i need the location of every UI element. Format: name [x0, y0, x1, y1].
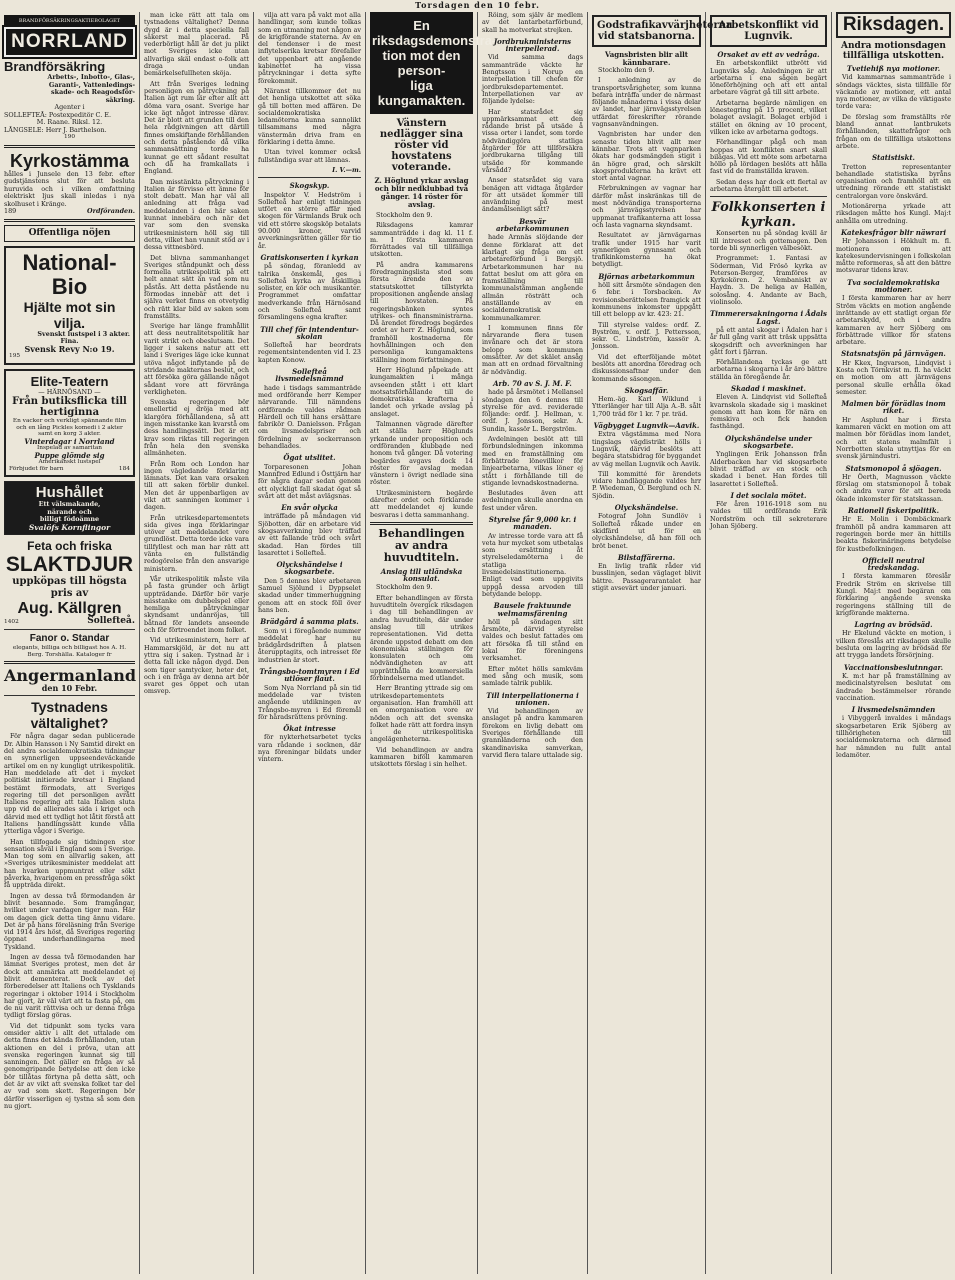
news-paragraph: Ynglingen Erik Johansson från Alderbacken har vid skogsarbete blivit träffad av en stock och skadad i benet. Han fördes till lasarettet i Sollefteå. [710, 450, 827, 488]
news-paragraph: Den 5 dennes blev arbetaren Samuel Sjölund i Dyppselet skadad under timmerhuggning genom att en stock föll över hans ben. [258, 576, 361, 614]
riksdagen-title: Riksdagen. [836, 12, 951, 38]
article-deck: Vagnsbristen blir allt kännbarare. [604, 50, 689, 67]
news-paragraph: I första kammaren har av herr Ström väckts en motion angående inrättande av ett statligt organ för arbetarskydd, och i andra kammaren av herr Sjöberg om förbättrade villkor för statens arbetare. [836, 294, 951, 347]
news-paragraph: Till styrelse valdes: ordf. Z. Byström, v. ordf. J. Pettersson, sekr. C. Lindström, kassör A. Jonsson. [592, 320, 701, 351]
news-paragraph: Efter mötet hölls samkväm med sång och musik, som samlade talrik publik. [482, 664, 583, 688]
column-8 [832, 12, 955, 1274]
divider [710, 196, 827, 197]
news-paragraph: hade Arnnäs slöjdande der denne förklarat att det klarlagt sig fråga om ett arbetareförbund i Bergsjö. Arbetarkommunen har nu fattat beslut om att göra en framställning till kommunalstämman angående allmän rösträtt och anställande av en socialdemokratisk kommunalkamrer. [482, 233, 583, 322]
arbetskonflikt-headline-box [710, 15, 827, 47]
headline-line: tion mot den person- [382, 48, 461, 78]
article-paragraph: Resultatet av järnvägarnas trafik under 1915 har varit synnerligen gynnsamt och trafikinkomsterna ha ökat betydligt. [592, 231, 701, 269]
news-paragraph: Fotograf John Sundlöv i Sollefteå råkade under en skidfärd ut för en olyckshändelse, då han föll och bröt benet. [592, 512, 701, 550]
news-paragraph: Har statsrådet sig uppmärksammat ett den rådande brist på utsäde å vissa orter i landet, som torde nödvändiggöra statliga åtgärder för att tillförsäkra jordbrukarna tillgång till utsäde för kommande vårsådd? [482, 107, 583, 174]
norrland-ad-line: Agenter i [54, 103, 85, 111]
kyrkostamma-body: hålles i Junsele den 13 febr. efter gudstjänstens slut för att besluta huruvida och i vilken omfattning elektriskt ljus skall inledas i nya skolhuset i Kränge. [4, 169, 135, 208]
news-heading: Jordbrukministerns interpellerad. [493, 36, 572, 54]
news-heading: I livsmedelsnämnden [851, 705, 936, 715]
hushallet-brand: Svalöfs Kornflingor [28, 522, 111, 532]
article-paragraph: Talmannen vägrade därefter att ställa herr Höglunds yrkande under proposition och ordföranden klubbade ned honom två gånger. Då votering begärdes avgavs dock 14 röster för avslag medan vänstern i övrigt nedlade sina röster. [370, 420, 473, 487]
article-paragraph: På andra kammarens föredragningslista stod som första ärende den av statsutskottet tillstyrkta propositionen angående anslag till hovstaten. På regeringsbänken syntes utrikes- och finansministrarna. Då ärendet föredrogs begärdes ordet av herr Z. Höglund, som framhöll kostnaderna för hovhållningen och den personliga kungamaktens ställning inom författningen. [370, 260, 473, 364]
godstrafik-headline: Godstrafikavvärjheterna vid statsbanorna. [597, 20, 733, 42]
column-3 [254, 12, 366, 1274]
national-bio-line: Svensk Revy N:o 19. [24, 343, 115, 354]
article-paragraph: För några dagar sedan publicerade Dr. Albin Hansson i Ny Samtid direkt en del andra socialdemokratiska tidningar en synnerligen uppseendeväckande artikel om en ny kungligt utrikespolitik. Han meddelade att det i mycket politiskt initierade kretsar i England bestämt förmodats, att Sveriges regering till det personligen avrått Italiens regering att tala Italien sluta upp vid de allierades sida i kriget och därvid med ett tydligt hot låtit förstå att Italiens handlingssätt kunde vålla ytterliga vågor i Sverige. [4, 732, 135, 836]
headline-line: liga kungamakten. [377, 78, 466, 108]
divider [4, 661, 135, 664]
news-heading: Olyckshändelse i skogsarbete. [276, 560, 343, 577]
hushallet-line: billigt födoämne [39, 515, 100, 524]
elite-teatern-subtitle: — HÄRNÖSAND — [38, 387, 101, 396]
news-heading: Arb. 70 av S. J. M. F. [493, 378, 572, 388]
slaktdjur-name: Aug. Källgren [17, 600, 122, 618]
article-paragraph: Herr Branting yttrade sig om utrikesdepartementets organisation. Han framhöll att en omorganisation vore av nöden och att det svenska folket hade rätt att fordra insyn i de utrikespolitiska angelägenheterna. [370, 684, 473, 744]
article-paragraph: Vår utrikespolitik måste vila på fasta grunder och ärligt uppträdande. Därför bör varje misstanke om dubbelspel eller hemliga påtryckningar skyndsamt undanröjas, till båtnad för landets anseende och för förtroendet inom folket. [144, 574, 249, 635]
slaktdjur-title: SLAKTDJUR [5, 553, 134, 577]
news-paragraph: Hr Asplund har i första kammaren väckt en motion om att malmen bör förädlas inom landet, och att statens malmfält i Norrbotten skola utnyttjas för en svensk järnindustri. [836, 415, 951, 461]
news-paragraph: Avdelningen beslöt att till förbundsledningen inkomma med en framställning om förbättrade lönevillkor för linjearbetarna, vilkas löner ej stått i förhållande till de stigande levnadskostnaderna. [482, 435, 583, 487]
news-paragraph: Vid det efterföljande mötet beslöts att anordna föredrag och diskussionsaftnar under den kommande säsongen. [592, 352, 701, 383]
news-heading: Statsmonopol å sjöagen. [845, 463, 942, 473]
kyrkostamma-ad [4, 151, 135, 216]
divider [4, 629, 135, 630]
national-bio-title: National-Bio [22, 249, 117, 299]
norrland-ad-line: Garanti-, Vattenledings- [48, 80, 135, 89]
news-heading: Olyckshändelse under skogsarbete. [725, 433, 812, 451]
article-paragraph: Sedan dess har dock ett flertal av arbetarna återgått till arbetet. [710, 177, 827, 194]
news-heading: Brädgård å samma plats. [260, 617, 359, 627]
article-paragraph: man icke rätt att tala om tystnadens vältalighet? Denna dygd är i detta speciella fall säkerst mal placerad. På vederbörligt håll är det ju plikt mot Sveriges icke utan allvarliga skäl endast o-folk att draga undan bemärkelsefullheten sköja. [144, 11, 249, 78]
national-bio-line: Svenskt lustspel i 3 akter. [37, 329, 130, 338]
news-heading: Tva socialdemokratiska motioner. [847, 277, 940, 295]
column-7 [706, 12, 832, 1274]
news-heading: Sollefteå livsmedelsnämnd [275, 367, 344, 384]
column-1 [0, 12, 140, 1274]
news-paragraph: Förhållandena tyckas ge att arbetarna i skogarna i år äro bättre ställda än föregående år. [710, 358, 827, 381]
news-heading: Skogskyp. [289, 181, 330, 191]
news-heading: Bausele fraktuunde welmamsfärening [493, 601, 572, 618]
news-heading: Vägbygget Lugnvik—Aavik. [593, 421, 700, 431]
hushallet-ad [4, 481, 135, 535]
news-paragraph: Hr E. Molin i Dombäckmark framhöll på andra kammaren att regeringen borde mer än hittills beakta fiskerinäringens betydelse för kustbefolkningen. [836, 515, 951, 553]
article-paragraph: Dan misstänkta påtryckning i Italien är förvisso ett ämne för stolt debatt. Man har väl all anledning att fråga vad meddelanden i den här saken kunnat innebära och när det var som den svenska utrikesministern höll sig till detta, vilket han vunnit stöd av i dessa vittnesbörd. [144, 177, 249, 252]
column-4 [366, 12, 497, 1274]
hushallet-line: närande och [47, 507, 92, 516]
norrland-ad-line: säkring. [105, 95, 135, 104]
news-paragraph: Hr Ekelund väckte en motion, i vilken föreslås att riksdagen skulle besluta om lagring av brödsäd för att trygga landets försörjning. [836, 629, 951, 660]
folkkonserten-headline: Folkkonserten i kyrkan. [711, 200, 826, 231]
slaktdjur-pre: Feta och friska [27, 539, 112, 554]
news-heading: Katekesfrågor blir näwrari [840, 227, 947, 237]
norrland-ad-line: skade- och Reagodsför- [51, 88, 135, 96]
news-heading: Statsnatsjön på järnvägen. [841, 349, 946, 359]
godstrafik-headline-box [592, 15, 733, 47]
news-paragraph: höll sitt årsmöte söndagen den 6 febr. i Torsbacken. Av revisionsberättelsen framgick att kommunens inkomster uppgått till ett belopp av kr. 423: 21. [592, 281, 701, 319]
article-paragraph: Från Rom och London har ingen vägledande förklaring lämnats. Det kan vara orsaken till att saken förblir dunkel. Men det är uppenbarligen av vikt att sanningen kommer i dagen. [144, 459, 249, 512]
ad-number: 184 [118, 465, 130, 472]
elite-teatern-film-sub: Amerikanskt lustspel [38, 459, 101, 466]
article-paragraph: Näranst tillkommer det nu det henliga utskottet att söka gå till botten med affären. De socialdemokratiska ledamöterna kunna sannolikt tillsammans med några vänstermän driva fram en förklaring i detta ämne. [258, 86, 361, 147]
news-paragraph: Hr Öerth, Magnusson väckte förslag om statsmonopol å tobak och andra varor för att bereda ökade inkomster för statskassan. [836, 472, 951, 503]
offentliga-nojen-heading: Offentliga nöjen [28, 227, 111, 238]
news-heading: I det soclala mötet. [730, 490, 807, 500]
news-heading: Statistiskt. [871, 153, 915, 163]
slaktdjur-ad [4, 539, 135, 626]
article-signature: I. V.—m. [332, 165, 361, 174]
news-heading: Gratiskonserten i kyrkan [260, 252, 359, 262]
masthead-date: den 10 Febr. [41, 683, 98, 694]
arbetskonflikt-headline: Arbetskonflikt vid Lugnvik. [718, 20, 819, 42]
news-paragraph: K. m:t har på framställning av medicinalstyrelsen beslutat om ändrade bestämmelser rörande vaccination. [836, 671, 951, 702]
column-2 [140, 12, 254, 1274]
article-paragraph: Stockholm den 9. [376, 583, 433, 592]
article-paragraph: Han tillfogade sig tidningen stor sensation såväl i England som i Sverige. Man tog som en allvarlig saken, att »Sveriges utrikesminister meddelat att han hvarken uppmuntrat eller sökt påverka, hvarigenom en pressfråga sökt få uppträda direkt. [4, 837, 135, 890]
fanor-ad [4, 633, 135, 658]
news-heading: Trångsbo-tomtmyren i Ed utlöser flaut. [259, 667, 360, 684]
news-heading: Skadad i maskinet. [731, 383, 806, 393]
divider [4, 695, 135, 696]
news-heading: Ökat intresse [283, 724, 336, 734]
news-heading: Tvetiehiß nya motioner. [846, 64, 941, 73]
article-paragraph: Stockholm den 9. [376, 211, 433, 219]
news-paragraph: I kommunen finns för närvarande flera tusen invånare och det är stora belopp som kommunen omsätter. Av det skälet ansåg man att en ordnad förvaltning är nödvändig. [482, 323, 583, 376]
news-paragraph: Torparesonen Johan Mannfred Edlund i Östtjärn har för några dagar sedan genom ett olyckligt fall skadat ögat så svårt att det måst avlägsnas. [258, 462, 361, 500]
news-paragraph: i Vibyggerå invaldes i måndags skogsarbetaren Erik Sjöberg av tillhörigheten till socialdemokraterna och därmed har nämnden nu fullt antal ledamöter. [836, 714, 951, 759]
divider [4, 145, 135, 148]
news-paragraph: Tretton representanter behandlade statistiska byråns organisation och framhöll att en utredning rörande ett statistiskt centralorgan vore önskvärd. [836, 162, 951, 200]
article-paragraph: Vid det tidpunkt som tycks vara omsider aktiv i allt det uttalade om detta finns det kända förhållanden, utan aktionen en del i pröva, utan att svenska regeringen kunnat sig till sanningen. Det gäller en fråga av så genomgripande betydelse att den icke bör tillåtas förtyna på detta sätt, och det är av vikt att svenska folket tar del av vad som skett. Regeringen bör därför visserligen ej tystna så som den nu gjort. [4, 1021, 135, 1110]
fanor-body: elegants, billiga och billigast hos A. H. Berg. Torshälla. Kataloger fr [12, 644, 127, 658]
elite-teatern-headline: Från butiksflicka till hertiginna [12, 396, 127, 419]
norrland-ad-line: Arbetts-, Inbotto-, Glas-, [47, 73, 135, 81]
article-headline: Tystnadens vältalighet? [30, 699, 109, 732]
news-paragraph: på söndag, föranledd av talrika önskemål, ges i Sollefteå kyrka av åtskilliga solister, en kör och musikanter. Programmet omfattar medverkande från Härnösand och Sollefteå samt församlingens egna krafter. [258, 262, 361, 322]
article-paragraph: Konserten nu på söndag kväll är till intresset och gottemagen. Den torde bli synnerligen välbesökt. [710, 229, 827, 252]
riksdagen-subtitle: Andra motionsdagen tillfälliga utskotten. [841, 41, 946, 61]
news-heading: Besvär arbetarkommunen [495, 216, 570, 234]
news-paragraph: Eleven A. Lindqvist vid Sollefteå kvarnskola skadade sig i maskinet genom att han kom för nära en remskiva och fick handen fasthängd. [710, 393, 827, 431]
divider [4, 219, 135, 222]
article-paragraph: Arbetarna begärde nämligen en lönestegring på 15 procent, vilket bolaget avslagit. Bolaget erbjöd i stället en ökning av 10 procent, vilken icke av arbetarna godtogs. [710, 98, 827, 136]
national-bio-line: Fina. [60, 337, 79, 346]
article-paragraph: Sverige har länge framhållit att dess neutralitetspolitik har varit strikt och obeslutsam. Det ligger i sakens natur att ett land i Sveriges läge icke kunnat utöva något inflytande på de stridande makternas beslut, och att försöka göra gällande något sådant vore att förvränga verkligheten. [144, 322, 249, 396]
slaktdjur-town: Sollefteå. [87, 616, 135, 627]
slaktdjur-line: uppköpas till högsta [12, 576, 127, 588]
hushallet-title: Hushållet [35, 484, 104, 502]
news-paragraph: Vid samma dags sammanträde väckte hr Bengtsson i Norup en interpellation till chefen för jordbruksdepartementet. Interpellationen var av följande lydelse: [482, 53, 583, 106]
news-heading: Bilstaffärerna. [617, 552, 676, 562]
news-heading: Officiell neutral tredskandag. [862, 555, 925, 573]
news-paragraph: För åren 1916-1918 som nu valdes till ordförande Erik Nordström och till sekreterare Johan Sjöberg. [710, 500, 827, 531]
elite-teatern-note: Förbjudet för barn [9, 465, 64, 472]
article-paragraph: Utrikesministern begärde därefter ordet och förklarade att meddelandet ej kunde besvaras i detta sammanhang. [370, 488, 473, 519]
norrland-ad-subtitle: Brandförsäkring [4, 59, 106, 74]
elite-teatern-film: Puppe glömde sig [34, 450, 105, 460]
news-paragraph: Anser statsrådet sig vara benägen att vidtaga åtgärder för att utsädet kommer till användning på mest ändamålsenligt sätt? [482, 176, 583, 214]
norrland-ad-line: M. Raane. Riksl. 12. [36, 118, 103, 126]
headline-line: En riksdagsdemonstra- [372, 18, 497, 48]
news-heading: Björnas arbetarkommun [598, 271, 695, 281]
news-paragraph: I första kammaren föreslår Fredrik Ström en skrivelse till Kungl. Maj:t med begäran om förklaring angående svenska regeringens ställning till de krigförande makterna. [836, 572, 951, 617]
news-paragraph: Extra vägstämma med Nora tingslags vägdistrikt hölls i Lugnvik, därvid beslöts att begära statsbidrag för byggandet av väg mellan Lugnvik och Aavik. [592, 430, 701, 468]
fanor-title: Fanor o. Standar [29, 632, 110, 644]
article-paragraph: Röing, som själv är medlem av det lantarbetarförbund, skall ha motverkat strejken. [482, 11, 583, 34]
news-heading: Ögat utslitet. [283, 453, 336, 463]
news-heading: Styrelse får 9,000 kr. i månaden. [488, 515, 577, 532]
news-heading: Malmen bör förädlas inom riket. [841, 399, 946, 416]
news-paragraph: Av intresse torde vara att få veta hur mycket som utbetalas som ersättning åt styrelseledamöterna i de statliga livsmedelsinstitutionerna. Enligt vad som uppgivits uppgå dessa arvoden till betydande belopp. [482, 531, 583, 598]
norrland-ad-line: SOLLEFTEÅ: Postexpeditör C. E. [4, 110, 111, 119]
news-paragraph: inträffade på måndagen vid Sjöbotten, där en arbetare vid skogsavverkning blev träffad av ett fallande träd och svårt skadad. Han fördes till lasarettet i Sollefteå. [258, 512, 361, 557]
national-bio-headline: Hjälte mot sin vilja. [23, 298, 116, 331]
divider [258, 177, 361, 178]
news-paragraph: för nykterhetsarbetet tycks vara rådande i socknen, där nya föreningar bildats under vintern. [258, 733, 361, 764]
divider [370, 522, 473, 525]
masthead [4, 667, 135, 692]
section-headline: Behandlingen av andra huvudtiteln. [378, 526, 465, 564]
kyrkostamma-title: Kyrkostämma [9, 150, 130, 171]
masthead-title: Angermanland [4, 666, 137, 686]
news-paragraph: De förslag som framställts rör bland annat lantbrukets förhållanden, skattefrågor och frågan om de tillfälliga utskottens arbete. [836, 112, 951, 150]
kyrkostamma-signature: Ordföranden. [87, 207, 135, 216]
offentliga-nojen-label-box [4, 225, 135, 242]
ad-number: 189 [4, 207, 17, 216]
elite-teatern-ad [4, 369, 135, 478]
news-paragraph: Som vi i föregående nummer meddelat har nu brädgårdsdriften å platsen återupptagits, och intresset för industrien är stort. [258, 626, 361, 664]
article-paragraph: Vid behandlingen av andra kammaren biföll kammaren utskottets förslag i sin helhet. [370, 745, 473, 769]
article-paragraph: Stockholm den 9. [598, 66, 655, 74]
article-paragraph: Riksdagens kamrar sammanträdde i dag kl. 11 f. m. I första kammaren förrättades val till tillfälliga utskotten. [370, 221, 473, 259]
article-paragraph: Svenska regeringen bör emellertid ej dröja med att klargöra förhållandena, så att ingen misstanke kan kvarstå om dess handlingssätt. Det är ett krav som riktas till regeringen från hela den svenska allmänheten. [144, 398, 249, 458]
news-heading: Till chef för intendentur-skolan [260, 324, 359, 341]
article-paragraph: Ingen av dessa två förmodanden har lämnat Sveriges protest, men det är dock att anmärka att meddelandet ej blivit dementerat. Dock av det förberedelser att Italiens och Tysklands regeringar i oktober 1914 i Stockholm har gjort, är väl värt att ta fasta på, om de nu varit rättvisa och ur denna fråga tydligt förslag göras. [4, 953, 135, 1020]
news-heading: Rationell fiskeripolitik. [847, 506, 940, 516]
elite-teatern-film: Vinterdagar i Norrland [24, 436, 115, 446]
article-paragraph: En arbetskonflikt utbrött vid Lugnviks såg. Anledningen är att arbetarna i ena sågen begärt löneförhöjning och att ett antal arbetare vägrat gå till sitt arbete. [710, 59, 827, 97]
article-paragraph: Programmet: 1. Fantasi av Söderman, Vid Frösö kyrka av Peterson-Berger, framföres av Kyrkokören. 2. Vembaniskt av Haydn. 3. De heliga av Hallén, solosång. 4. Andante av Bach, violinsolo. [710, 254, 827, 307]
section-subheadline: Anslag till utländska konsulat. [380, 566, 463, 584]
elite-teatern-film-sub: Inspelad av samaritan [36, 445, 103, 452]
news-heading: Vaccinationsbeslutnngar. [843, 662, 944, 672]
column-5 [478, 12, 588, 1274]
norrland-logo: NORRLAND [4, 27, 135, 57]
news-heading: Skogsaffär. [624, 385, 669, 395]
news-paragraph: Vid kammarnas sammanträde i söndags väcktes, sista tillfälle för väckande av motioner, ett antal nya motioner, av vilka de viktigaste torde vara: [836, 73, 951, 111]
news-heading: Till interpellationerna i unionen. [486, 690, 579, 707]
ad-number: 195 [9, 353, 21, 360]
article-paragraph: Från utrikesdepartementets sida gives inga förklaringar utöver att meddelandet vore grundlöst. Detta torde icke vara tillfyllest och man har rätt att vänta en fullständig redogörelse från den ansvarige ministern. [144, 513, 249, 573]
news-paragraph: Hr Johansson i Hökhult m. fl. motionera om att katekesundervisningen i folkskolan måtte reformeras, så att den bättre motsvarar tidens krav. [836, 237, 951, 275]
news-heading: Lagring av brödsäd. [854, 620, 933, 630]
news-paragraph: Hem.-äg. Karl Wiklund i Ytterlänger har till Alja A.-B. sålt 1,700 träd för 1 kr. 7 pr. träd. [592, 395, 701, 418]
article-paragraph: Förbrukningen av vagnar har därför måst inskränkas till de mest nödvändiga transporterna och järnvägsstyrelsen har uppmanat trafikanterna att lossa och lasta vagnarna skyndsamt. [592, 184, 701, 229]
hushallet-line: Ett välsmakande, [38, 500, 101, 509]
news-heading: En svår olycka [281, 503, 338, 513]
article-paragraph: Att från Sveriges ledning personligen en påtryckning på Italien ägt rum lär efter allt att döma vara osant. Sverige har icke ägt något intresse därav. Det är blott att grunden till den hela rådgivningen att därtill finnes omskiftande förhållanden och detta påstående då vilka sammansättning torde ha kunnat ge ett sådant resultat och då ha framkallats i England. [144, 79, 249, 176]
news-paragraph: på ett antal skogar i Ådalen har i år full gång varit att träsk uppsätta skogsdrift och avverkningen har gått fort i fjärran. [710, 325, 827, 356]
article-paragraph: I anledning av de transportsvårigheter, som kunna befara inträffa under de närmast följande månaderna i vissa delar av landet, har järnvägsstyrelsen utfärdat föreskrifter rörande vagnsanvändningen. [592, 76, 701, 129]
news-paragraph: Som Nya Norrland på sin tid meddelade var tvisten angående utdikningen av Trångsbo-myren i Ed föremål för häradsrättens prövning. [258, 683, 361, 721]
news-paragraph: hade på årsmötet i Mellansel söndagen den 6 dennes till styrelse för avd. reviderade följande: ordf. J. Hellman, v. ordf. J. Jonsson, sekr. A. Sundin, kassör L. Bergström. [482, 388, 583, 433]
ad-number: 190 [63, 134, 76, 140]
news-heading: Timmerersakningorna i Ådals Lagst. [710, 309, 828, 326]
article-subheadline: Vänstern nedlägger sina röster vid hovstatens voterande. [379, 118, 464, 173]
news-paragraph: Beslutades även att avdelningen skulle anordna en fest under våren. [482, 489, 583, 512]
news-paragraph: Vid behandlingen av anslaget på andra kammaren förekom en livlig debatt om Sveriges förhållande till grannländerna och den skandinaviska samverkan, varvid flera talare uttalade sig. [482, 707, 583, 759]
riksdag-demonstration-headline [370, 12, 497, 114]
dateline: Torsdagen den 10 febr. [415, 0, 540, 10]
ad-number: 1402 [4, 619, 19, 626]
article-paragraph: Ingen av dessa två förmodanden är blivit besannade. Som framgångar, hvilket under vardagen tiger man. Här om dagen gick detta ting ännu vidare. Det är på hans föreläsning från Sverige vid 1914 års höst, då Sveriges regering öppnat underhandlingarna med Tyskland. [4, 891, 135, 951]
article-paragraph: Herr Höglund påpekade att kungamakten i många avseenden stått i ett klart motsatsförhållande till de demokratiska krafterna i landet och yrkade avslag på anslaget. [370, 365, 473, 418]
article-paragraph: vilja att vara på vakt mot alla handlingar, som kunde tolkas som en utmaning mot någon av de krigförande staterna. Av en del tendenser i de mest inflytelserika kretsar förefaller det uppenbart att angående kabinettet ha vissa påtryckningar i detta syfte förekommit. [258, 11, 361, 85]
article-deck: Orsaket av ett av vedråga. [717, 50, 820, 59]
news-paragraph: höll på söndagen sitt årsmöte, därvid styrelse valdes och beslut fattades om att försöka få till stånd en lokal för föreningens verksamhet. [482, 617, 583, 663]
national-bio-ad [4, 246, 135, 365]
article-paragraph: Vagnbristen har under den senaste tiden blivit allt mer kännbar. Trots att vagnparken ökats har godsmängden stigit i än högre grad, och särskilt skogsprodukterna ha krävt ett stort antal vagnar. [592, 130, 701, 183]
article-paragraph: Det blivna sammanhanget Sveriges ståndpunkt och dess formella utrikespolitik på ett helt annat sätt än vad som nu påstås. Att detta påstående nu förmodas innebär att det i själva verket finns en otvetydig och rätt klar bild av saken som framställts. [144, 253, 249, 320]
article-paragraph: Vid utrikesministern, herr af Hammarskjöld, är det nu att yttra sig i saken. Tystnad är i detta fall icke någon dygd. Den som tiger samtycker, heter det, och i en fråga av denna art bör svaret ges öppet och utan omsvep. [144, 636, 249, 696]
article-paragraph: Efter behandlingen av första huvudtiteln övergick riksdagen i dag till behandlingen av andra huvudtiteln, där under anslag till utrikes representationen. Vid detta ärende uppstod debatt om den ekonomiska ställningen för konsulaten och om nödvändigheten av att upprätthålla de kommersiella förbindelserna med utlandet. [370, 593, 473, 683]
news-heading: Olyckshändelse. [614, 503, 679, 513]
article-deck: Z. Höglund yrkar avslag och blir nedklubbad två gånger. 14 röster för avslag. [374, 176, 469, 209]
norrland-ad-top: BRANDFÖRSÄKRINGSAKTIEBOLAGET [4, 15, 135, 27]
news-paragraph: En livlig trafik råder vid busslinjen, sedan väglaget blivit bättre. Passagerarantalet har stigit avsevärt under januari. [592, 562, 701, 592]
norrland-ad-line: LÅNGSELE: Herr J. Barthelson. [4, 125, 107, 134]
news-paragraph: hade i tisdags sammanträde med ordförande herr Kemper närvarande. Till nämndens ordförande valdes rådman Härdell och till hans ersättare fabrikör O. Danielsson. Frågan om livsmedelspriser och fördelning av sockerranson behandlades. [258, 383, 361, 451]
news-paragraph: Inspektor V. Hedström i Sollefteå har enligt tidningen utfört en större affär med skogen för Värmlands Bruk och vid ett större skogsköp betalats 90.000 kronor, varvid avverkningsrätten gäller för tio år. [258, 190, 361, 250]
norrland-ad [4, 15, 135, 141]
news-paragraph: Sollefteå har beordrats regementsintendenten vid I. 23 kapten Konow. [258, 341, 361, 364]
slaktdjur-line: pris av [50, 588, 89, 600]
elite-teatern-body: En vacker och verkligt spännande film och en lång Pickles komedi i 2 akter samt en korg 3 akter. [12, 418, 127, 438]
article-paragraph: Förhandlingar pågå och man hoppas att konflikten snart skall bilägas. Vid ett möte som arbetarna höllo på lördagen beslöts att hålla fast vid de framställda kraven. [710, 138, 827, 176]
news-paragraph: Motionärerna yrkade att riksdagen måtte hos Kungl. Maj:t anhålla om utredning. [836, 202, 951, 225]
elite-teatern-title: Elite-Teatern [30, 373, 109, 389]
news-paragraph: Till kommitté för ärendets vidare handläggande valdes hrr P. Wiedeman, O. Berglund och N. Sjödin. [592, 469, 701, 500]
news-paragraph: Hr Kkex, Ingvarson, Lindqvist i Kosta och Törnkvist m. fl. ha väckt en motion om att järnvägens personal skulle erhålla ökad semester. [836, 358, 951, 396]
column-6 [588, 12, 733, 1274]
article-paragraph: Utan tvivel kommer också fullständiga svar att lämnas. [258, 148, 361, 164]
